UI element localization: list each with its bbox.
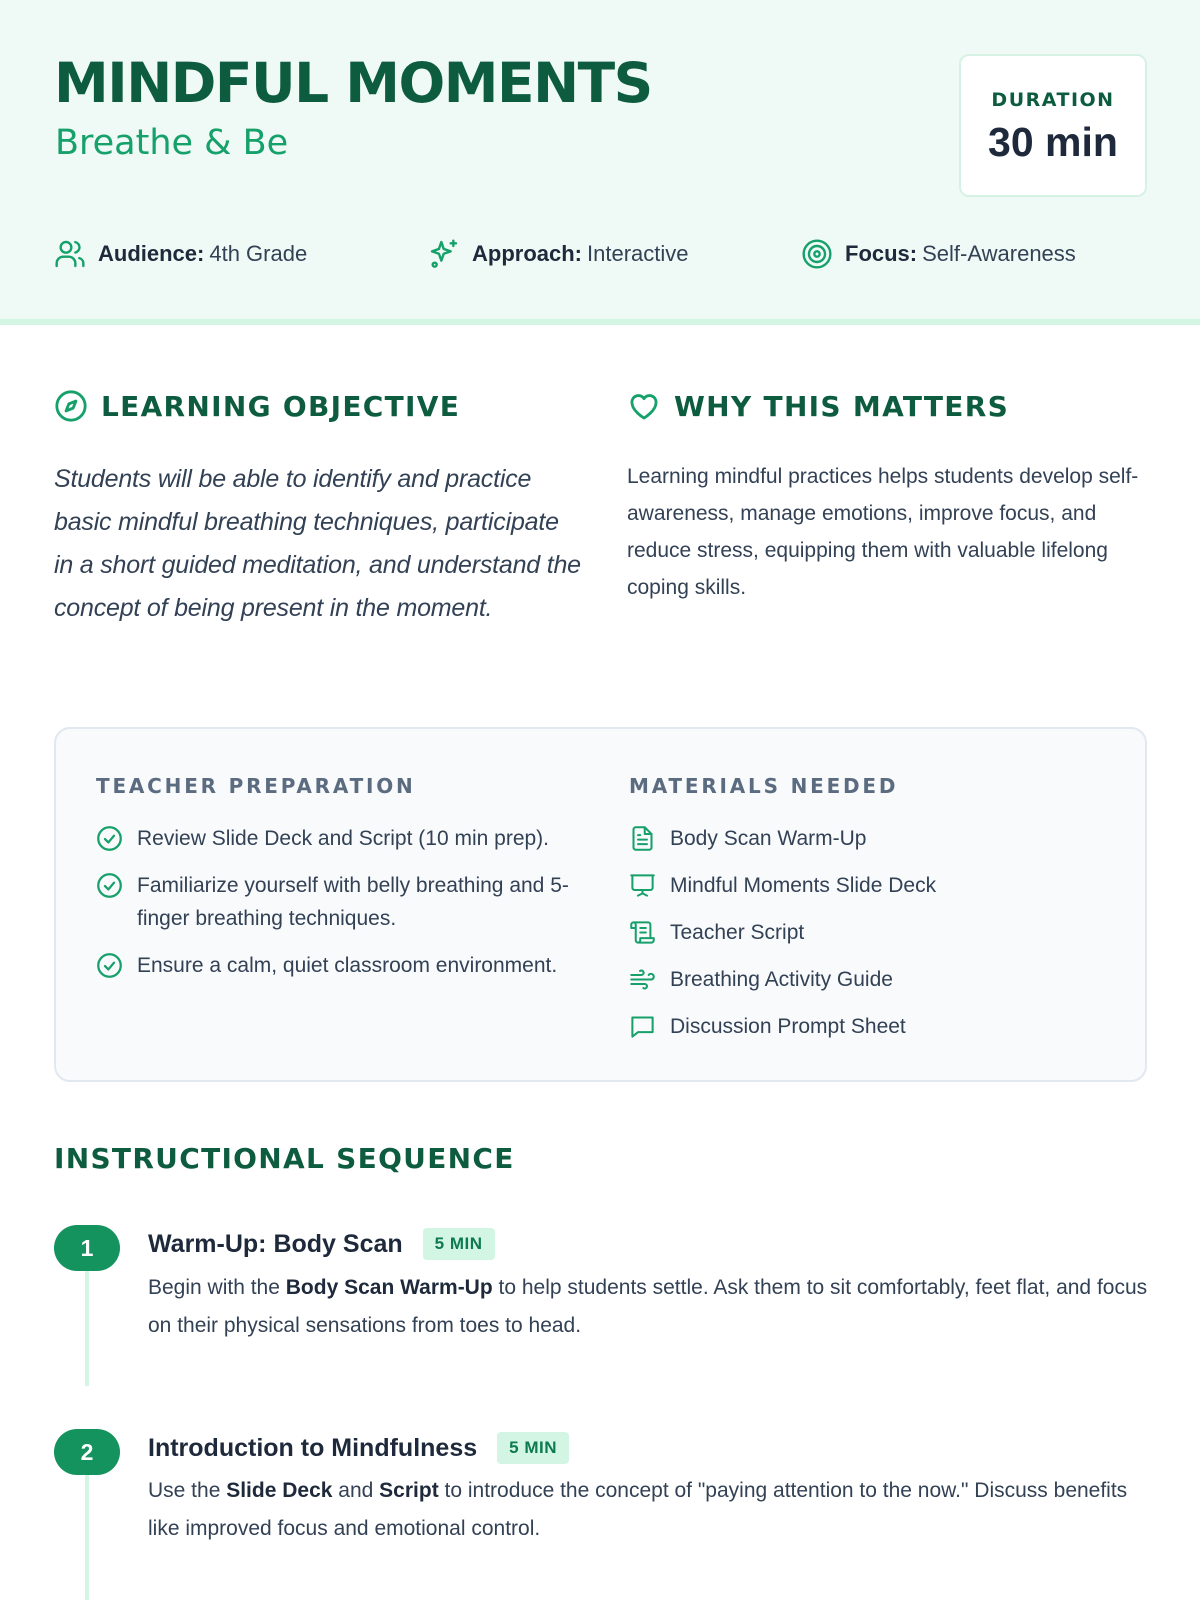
meta-focus-value: Self-Awareness [922,241,1076,266]
preparation-panel [54,727,1147,1082]
lesson-header [0,0,1200,325]
chat-icon [629,1013,656,1040]
meta-approach-label: Approach: [472,241,582,266]
check-circle-icon [96,825,123,852]
target-icon [801,238,833,270]
preparation-item-text: Review Slide Deck and Script (10 min prep). [137,827,550,850]
step-title [148,1228,495,1260]
lesson-subtitle: Breathe & Be [55,123,289,163]
material-item-label: Breathing Activity Guide [670,967,893,991]
why-heading-text: WHY THIS MATTERS [674,389,1010,423]
duration-label: DURATION [991,89,1115,111]
step-number: 1 [54,1225,120,1271]
step-duration-badge: 5 MIN [497,1432,569,1464]
meta-audience-label: Audience: [98,241,205,266]
step-title [148,1432,569,1464]
check-circle-icon [96,872,123,899]
materials-list [629,822,936,1057]
meta-approach-value: Interactive [587,241,689,266]
preparation-item [96,949,586,982]
material-item-label: Teacher Script [670,920,805,944]
meta-audience-value: 4th Grade [209,241,308,266]
presentation-icon [629,872,656,899]
scroll-icon [629,919,656,946]
step-title-text: Warm-Up: Body Scan [148,1229,403,1258]
step-connector [85,1472,89,1600]
step-number: 2 [54,1429,120,1475]
preparation-item [96,869,586,935]
step-description: Begin with the Body Scan Warm-Up to help students settle. Ask them to sit comfortably, feet flat, and focus on their physical sensations from toes to head. [148,1276,1148,1337]
material-item [629,963,936,996]
preparation-list [96,822,586,996]
materials-heading: MATERIALS NEEDED [629,774,899,798]
sparkles-icon [428,238,460,270]
sequence-heading: INSTRUCTIONAL SEQUENCE [54,1142,515,1175]
why-text: Learning mindful practices helps students develop self-awareness, manage emotions, improve focus, and reduce stress, equipping them with valuable lifelong coping skills. [627,465,1139,599]
emphasis-text: Slide Deck [226,1479,333,1502]
compass-icon [54,389,88,423]
material-item-label: Body Scan Warm-Up [670,826,867,850]
heart-icon [627,389,661,423]
objective-text: Students will be able to identify and practice basic mindful breathing techniques, participate in a short guided meditation, and understand the concept of being present in the moment. [54,465,581,622]
preparation-item [96,822,586,855]
meta-audience [54,238,307,270]
step-duration-badge: 5 MIN [423,1228,495,1260]
preparation-heading: TEACHER PREPARATION [96,774,416,798]
step-title-text: Introduction to Mindfulness [148,1433,478,1462]
material-item [629,869,936,902]
why-heading [627,389,1009,423]
step-description: Use the Slide Deck and Script to introduce the concept of "paying attention to the now." Discuss benefits like improved focus and emotional control. [148,1479,1128,1540]
meta-approach [428,238,689,270]
material-item [629,916,936,949]
preparation-item-text: Ensure a calm, quiet classroom environment. [137,954,558,977]
meta-focus-label: Focus: [845,241,918,266]
material-item-label: Discussion Prompt Sheet [670,1014,906,1038]
meta-focus [801,238,1076,270]
material-item-label: Mindful Moments Slide Deck [670,873,937,897]
check-circle-icon [96,952,123,979]
objective-heading [54,389,460,423]
lesson-title: MINDFUL MOMENTS [54,51,652,115]
material-item [629,822,936,855]
document-icon [629,825,656,852]
users-icon [54,238,86,270]
material-item [629,1010,936,1043]
emphasis-text: Script [379,1479,439,1502]
duration-value: 30 min [988,119,1118,165]
objective-heading-text: LEARNING OBJECTIVE [101,389,461,423]
duration-card [959,54,1147,197]
emphasis-text: Body Scan Warm-Up [285,1276,493,1299]
wind-icon [629,966,656,993]
step-connector [85,1268,89,1386]
preparation-item-text: Familiarize yourself with belly breathing and 5-finger breathing techniques. [137,874,569,930]
